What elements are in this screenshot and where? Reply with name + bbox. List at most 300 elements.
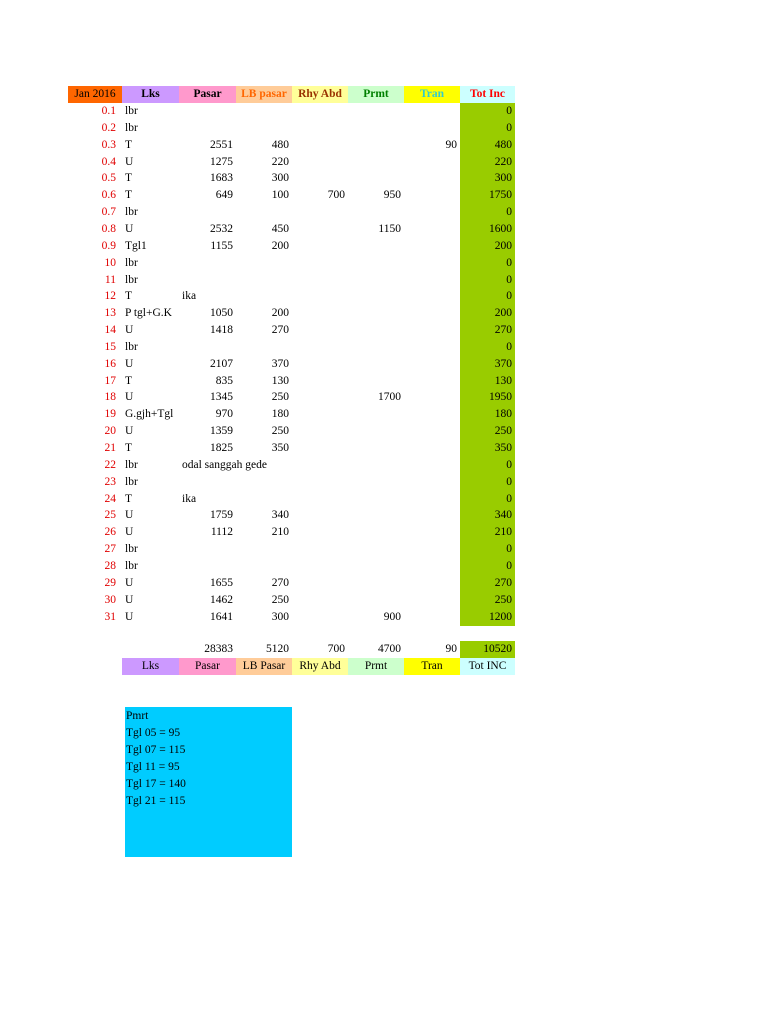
- lb-pasar-cell[interactable]: 210: [271, 526, 289, 539]
- tot-inc-cell[interactable]: 340: [460, 507, 515, 524]
- tot-inc-cell[interactable]: 0: [460, 558, 515, 575]
- tran-cell[interactable]: [404, 373, 460, 390]
- prmt-cell[interactable]: [348, 103, 404, 120]
- pasar-cell[interactable]: 1275: [210, 155, 233, 168]
- table-row: [68, 238, 515, 255]
- date-cell[interactable]: 22: [104, 458, 116, 471]
- tot-inc-cell[interactable]: 0: [460, 288, 515, 305]
- prmt-cell[interactable]: [348, 575, 404, 592]
- prmt-cell[interactable]: [348, 154, 404, 171]
- pasar-cell[interactable]: [179, 255, 236, 272]
- lks-cell[interactable]: T: [125, 374, 133, 387]
- lks-cell[interactable]: lbr: [125, 340, 138, 353]
- tran-cell[interactable]: [404, 154, 460, 171]
- rhy-abd-cell[interactable]: [292, 255, 348, 272]
- lks-cell[interactable]: lbr: [125, 273, 138, 286]
- lb-pasar-cell[interactable]: 100: [271, 189, 289, 202]
- pasar-cell[interactable]: [179, 541, 236, 558]
- lks-cell[interactable]: lbr: [125, 121, 138, 134]
- tran-cell[interactable]: [404, 288, 460, 305]
- lks-cell[interactable]: U: [125, 357, 134, 370]
- tot-inc-cell[interactable]: 1200: [460, 609, 515, 626]
- pasar-cell[interactable]: 1759: [210, 509, 233, 522]
- table-row: [68, 204, 515, 221]
- rhy-abd-cell[interactable]: [292, 389, 348, 406]
- lb-pasar-cell[interactable]: 340: [271, 509, 289, 522]
- lb-pasar-cell[interactable]: [236, 474, 292, 491]
- lks-cell[interactable]: T: [125, 189, 133, 202]
- table-row: [68, 491, 515, 508]
- date-cell[interactable]: 0.2: [101, 121, 116, 134]
- lb-pasar-cell[interactable]: 200: [271, 307, 289, 320]
- date-cell[interactable]: 14: [104, 324, 116, 337]
- lks-cell[interactable]: T: [125, 172, 133, 185]
- rhy-abd-cell[interactable]: 700: [327, 189, 345, 202]
- rhy-abd-cell[interactable]: [292, 238, 348, 255]
- rhy-abd-cell[interactable]: [292, 575, 348, 592]
- prmt-cell[interactable]: 950: [383, 189, 401, 202]
- pasar-cell[interactable]: 2551: [210, 138, 233, 151]
- tran-cell[interactable]: [404, 322, 460, 339]
- header-lks[interactable]: Lks: [122, 86, 179, 103]
- lb-pasar-cell[interactable]: 300: [271, 172, 289, 185]
- date-cell[interactable]: 0.8: [101, 222, 116, 235]
- pasar-cell[interactable]: 1155: [210, 239, 233, 252]
- tot-inc-cell[interactable]: 200: [460, 238, 515, 255]
- rhy-abd-cell[interactable]: [292, 322, 348, 339]
- tot-inc-cell[interactable]: 250: [460, 592, 515, 609]
- header-lb-pasar[interactable]: LB pasar: [236, 86, 292, 103]
- pasar-cell[interactable]: 1359: [210, 425, 233, 438]
- header-pasar[interactable]: Pasar: [179, 86, 236, 103]
- pasar-cell[interactable]: 970: [215, 408, 233, 421]
- prmt-cell[interactable]: [348, 423, 404, 440]
- lb-pasar-cell[interactable]: 220: [271, 155, 289, 168]
- prmt-cell[interactable]: 1700: [378, 391, 401, 404]
- tran-cell[interactable]: [404, 609, 460, 626]
- rhy-abd-cell[interactable]: [292, 373, 348, 390]
- tran-cell[interactable]: [404, 457, 460, 474]
- date-cell[interactable]: 26: [104, 526, 116, 539]
- prmt-cell[interactable]: [348, 356, 404, 373]
- tot-inc-cell[interactable]: 250: [460, 423, 515, 440]
- tran-cell[interactable]: 90: [445, 138, 457, 151]
- lb-pasar-cell[interactable]: [236, 491, 292, 508]
- date-cell[interactable]: 28: [104, 559, 116, 572]
- table-row: [68, 423, 515, 440]
- date-cell[interactable]: 10: [104, 256, 116, 269]
- pasar-cell[interactable]: 1641: [210, 610, 233, 623]
- lb-pasar-cell[interactable]: 350: [271, 442, 289, 454]
- footer-tran[interactable]: Tran: [404, 658, 460, 675]
- tot-inc-cell[interactable]: 350: [460, 440, 515, 457]
- lb-pasar-cell[interactable]: [236, 558, 292, 575]
- lb-pasar-cell[interactable]: 370: [271, 357, 289, 370]
- date-cell[interactable]: 13: [104, 307, 116, 320]
- rhy-abd-cell[interactable]: [292, 507, 348, 524]
- total-prmt[interactable]: 4700: [378, 643, 401, 655]
- footer-lks[interactable]: Lks: [122, 658, 179, 675]
- lks-cell[interactable]: U: [125, 526, 134, 539]
- lks-cell[interactable]: lbr: [125, 559, 138, 572]
- footer-lb-pasar[interactable]: LB Pasar: [236, 658, 292, 675]
- pasar-cell[interactable]: [179, 558, 236, 575]
- date-cell[interactable]: 19: [104, 408, 116, 421]
- prmt-cell[interactable]: [348, 204, 404, 221]
- tran-cell[interactable]: [404, 474, 460, 491]
- pasar-cell[interactable]: 2107: [210, 357, 233, 370]
- tran-cell[interactable]: [404, 187, 460, 204]
- lks-cell[interactable]: U: [125, 222, 134, 235]
- prmt-cell[interactable]: [348, 288, 404, 305]
- date-cell[interactable]: 0.1: [101, 105, 116, 117]
- footer-pasar[interactable]: Pasar: [179, 658, 236, 675]
- lks-cell[interactable]: Tgl1: [125, 239, 147, 252]
- tran-cell[interactable]: [404, 272, 460, 289]
- table-row: [68, 406, 515, 423]
- total-tot-inc[interactable]: 10520: [460, 641, 515, 658]
- tran-cell[interactable]: [404, 238, 460, 255]
- lks-cell[interactable]: U: [125, 593, 134, 606]
- tran-cell[interactable]: [404, 507, 460, 524]
- tot-inc-cell[interactable]: 480: [460, 137, 515, 154]
- pasar-cell[interactable]: 1050: [210, 307, 233, 320]
- lb-pasar-cell[interactable]: 250: [271, 391, 289, 404]
- pasar-cell[interactable]: 1112: [210, 526, 233, 539]
- rhy-abd-cell[interactable]: [292, 474, 348, 491]
- prmt-cell[interactable]: 1150: [378, 222, 401, 235]
- date-cell[interactable]: 21: [104, 442, 116, 454]
- rhy-abd-cell[interactable]: [292, 524, 348, 541]
- prmt-cell[interactable]: [348, 474, 404, 491]
- tran-cell[interactable]: [404, 558, 460, 575]
- totals-row: [68, 641, 515, 658]
- pasar-cell[interactable]: [179, 474, 236, 491]
- tot-inc-cell[interactable]: 0: [460, 339, 515, 356]
- date-cell[interactable]: 0.5: [101, 172, 116, 185]
- pasar-cell[interactable]: [179, 339, 236, 356]
- date-cell[interactable]: 30: [104, 593, 116, 606]
- tot-inc-cell[interactable]: 0: [460, 255, 515, 272]
- tran-cell[interactable]: [404, 103, 460, 120]
- prmt-cell[interactable]: [348, 170, 404, 187]
- rhy-abd-cell[interactable]: [292, 406, 348, 423]
- lks-cell[interactable]: T: [125, 138, 133, 151]
- table-row: [68, 507, 515, 524]
- lb-pasar-cell[interactable]: [236, 103, 292, 120]
- lb-pasar-cell[interactable]: [236, 204, 292, 221]
- note-line: Tgl 05 = 95: [126, 727, 181, 739]
- date-cell[interactable]: 0.7: [101, 206, 116, 219]
- header-tran[interactable]: Tran: [404, 86, 460, 103]
- rhy-abd-cell[interactable]: [292, 170, 348, 187]
- prmt-cell[interactable]: [348, 541, 404, 558]
- prmt-cell[interactable]: [348, 558, 404, 575]
- tran-cell[interactable]: [404, 423, 460, 440]
- pasar-cell[interactable]: 1418: [210, 324, 233, 337]
- pasar-cell[interactable]: 1345: [210, 391, 233, 404]
- rhy-abd-cell[interactable]: [292, 137, 348, 154]
- date-cell[interactable]: 25: [104, 509, 116, 522]
- table-row: [68, 322, 515, 339]
- table-row: [68, 541, 515, 558]
- lks-cell[interactable]: U: [125, 324, 134, 337]
- prmt-cell[interactable]: 900: [383, 610, 401, 623]
- tot-inc-cell[interactable]: 0: [460, 457, 515, 474]
- date-cell[interactable]: 0.4: [101, 155, 116, 168]
- total-lb-pasar[interactable]: 5120: [266, 643, 289, 655]
- lks-cell[interactable]: T: [125, 492, 133, 505]
- header-rhy-abd[interactable]: Rhy Abd: [292, 86, 348, 103]
- table-row: [68, 154, 515, 171]
- tot-inc-cell[interactable]: 1750: [460, 187, 515, 204]
- date-cell[interactable]: 11: [104, 273, 116, 286]
- lb-pasar-cell[interactable]: 450: [271, 222, 289, 235]
- tran-cell[interactable]: [404, 170, 460, 187]
- total-tran[interactable]: 90: [445, 643, 457, 655]
- date-cell[interactable]: 31: [104, 610, 116, 623]
- lks-cell[interactable]: lbr: [125, 206, 138, 219]
- date-cell[interactable]: 20: [104, 425, 116, 438]
- rhy-abd-cell[interactable]: [292, 288, 348, 305]
- lks-cell[interactable]: lbr: [125, 105, 138, 117]
- header-prmt[interactable]: Prmt: [348, 86, 404, 103]
- lks-cell[interactable]: lbr: [125, 458, 138, 471]
- rhy-abd-cell[interactable]: [292, 423, 348, 440]
- lks-cell[interactable]: U: [125, 509, 134, 522]
- table-row: [68, 457, 515, 474]
- tot-inc-cell[interactable]: 270: [460, 575, 515, 592]
- pasar-cell[interactable]: 1462: [210, 593, 233, 606]
- tot-inc-cell[interactable]: 1600: [460, 221, 515, 238]
- footer-tot-inc[interactable]: Tot INC: [460, 658, 515, 675]
- rhy-abd-cell[interactable]: [292, 541, 348, 558]
- lks-cell[interactable]: G.gjh+Tgl: [125, 408, 174, 421]
- tot-inc-cell[interactable]: 370: [460, 356, 515, 373]
- lks-cell[interactable]: U: [125, 576, 134, 589]
- date-cell[interactable]: 0.6: [101, 189, 116, 202]
- lks-cell[interactable]: P tgl+G.K: [125, 307, 172, 320]
- lks-cell[interactable]: T: [125, 442, 133, 454]
- tot-inc-cell[interactable]: 220: [460, 154, 515, 171]
- table-row: [68, 288, 515, 305]
- tot-inc-cell[interactable]: 130: [460, 373, 515, 390]
- pasar-cell[interactable]: 2532: [210, 222, 233, 235]
- prmt-cell[interactable]: [348, 457, 404, 474]
- rhy-abd-cell[interactable]: [292, 204, 348, 221]
- table-row: [68, 221, 515, 238]
- date-cell[interactable]: 0.9: [101, 239, 116, 252]
- prmt-cell[interactable]: [348, 305, 404, 322]
- tran-cell[interactable]: [404, 524, 460, 541]
- lb-pasar-cell[interactable]: 270: [271, 576, 289, 589]
- lb-pasar-cell[interactable]: 480: [271, 138, 289, 151]
- table-row: [68, 255, 515, 272]
- tot-inc-cell[interactable]: 0: [460, 541, 515, 558]
- note-box[interactable]: [125, 707, 292, 857]
- rhy-abd-cell[interactable]: [292, 339, 348, 356]
- tran-cell[interactable]: [404, 389, 460, 406]
- tot-inc-cell[interactable]: 200: [460, 305, 515, 322]
- rhy-abd-cell[interactable]: [292, 154, 348, 171]
- rhy-abd-cell[interactable]: [292, 221, 348, 238]
- lb-pasar-cell[interactable]: 130: [271, 374, 289, 387]
- date-cell[interactable]: 15: [104, 340, 116, 353]
- tran-cell[interactable]: [404, 204, 460, 221]
- lks-cell[interactable]: U: [125, 391, 134, 404]
- table-row: [68, 272, 515, 289]
- prmt-cell[interactable]: [348, 406, 404, 423]
- tot-inc-cell[interactable]: 300: [460, 170, 515, 187]
- prmt-cell[interactable]: [348, 339, 404, 356]
- tot-inc-cell[interactable]: 270: [460, 322, 515, 339]
- tran-cell[interactable]: [404, 305, 460, 322]
- row-note: ika: [182, 492, 197, 505]
- tot-inc-cell[interactable]: 0: [460, 272, 515, 289]
- pasar-cell[interactable]: 1683: [210, 172, 233, 185]
- lks-cell[interactable]: U: [125, 425, 134, 438]
- lks-cell[interactable]: U: [125, 610, 134, 623]
- pasar-cell[interactable]: 1655: [210, 576, 233, 589]
- prmt-cell[interactable]: [348, 120, 404, 137]
- lks-cell[interactable]: lbr: [125, 475, 138, 488]
- lb-pasar-cell[interactable]: 200: [271, 239, 289, 252]
- lks-cell[interactable]: T: [125, 290, 133, 303]
- note-title: Pmrt: [126, 710, 149, 722]
- header-month[interactable]: Jan 2016: [68, 86, 122, 103]
- table-row: [68, 373, 515, 390]
- prmt-cell[interactable]: [348, 238, 404, 255]
- rhy-abd-cell[interactable]: [292, 103, 348, 120]
- table-row: [68, 170, 515, 187]
- lb-pasar-cell[interactable]: 180: [271, 408, 289, 421]
- table-row: [68, 575, 515, 592]
- tot-inc-cell[interactable]: 210: [460, 524, 515, 541]
- lb-pasar-cell[interactable]: [236, 255, 292, 272]
- date-cell[interactable]: 29: [104, 576, 116, 589]
- table-row: [68, 120, 515, 137]
- pasar-cell[interactable]: 1825: [210, 442, 233, 454]
- lb-pasar-cell[interactable]: 300: [271, 610, 289, 623]
- lb-pasar-cell[interactable]: [236, 120, 292, 137]
- tran-cell[interactable]: [404, 575, 460, 592]
- table-row: [68, 558, 515, 575]
- tran-cell[interactable]: [404, 356, 460, 373]
- prmt-cell[interactable]: [348, 592, 404, 609]
- tot-inc-cell[interactable]: 0: [460, 120, 515, 137]
- tot-inc-cell[interactable]: 1950: [460, 389, 515, 406]
- pasar-cell[interactable]: 649: [215, 189, 233, 202]
- tran-cell[interactable]: [404, 541, 460, 558]
- lks-cell[interactable]: lbr: [125, 256, 138, 269]
- lb-pasar-cell[interactable]: [236, 339, 292, 356]
- note-line: Tgl 17 = 140: [126, 778, 186, 790]
- prmt-cell[interactable]: [348, 272, 404, 289]
- lb-pasar-cell[interactable]: 270: [271, 324, 289, 337]
- tot-inc-cell[interactable]: 0: [460, 204, 515, 221]
- date-cell[interactable]: 17: [104, 374, 116, 387]
- header-tot-inc[interactable]: Tot Inc: [460, 86, 515, 103]
- row-note: odal sanggah gede: [182, 458, 267, 471]
- lb-pasar-cell[interactable]: 250: [271, 593, 289, 606]
- rhy-abd-cell[interactable]: [292, 491, 348, 508]
- tran-cell[interactable]: [404, 255, 460, 272]
- pasar-cell[interactable]: [179, 120, 236, 137]
- prmt-cell[interactable]: [348, 255, 404, 272]
- total-pasar[interactable]: 28383: [204, 643, 233, 655]
- footer-prmt[interactable]: Prmt: [348, 658, 404, 675]
- tot-inc-cell[interactable]: 0: [460, 491, 515, 508]
- rhy-abd-cell[interactable]: [292, 272, 348, 289]
- pasar-cell[interactable]: [179, 204, 236, 221]
- tran-cell[interactable]: [404, 491, 460, 508]
- rhy-abd-cell[interactable]: [292, 120, 348, 137]
- tran-cell[interactable]: [404, 440, 460, 457]
- rhy-abd-cell[interactable]: [292, 457, 348, 474]
- pasar-cell[interactable]: 835: [215, 374, 233, 387]
- rhy-abd-cell[interactable]: [292, 356, 348, 373]
- date-cell[interactable]: 27: [104, 543, 116, 556]
- total-rhy-abd[interactable]: 700: [327, 643, 345, 655]
- table-row: [68, 305, 515, 322]
- date-cell[interactable]: 24: [104, 492, 116, 505]
- lks-cell[interactable]: lbr: [125, 543, 138, 556]
- table-row: [68, 137, 515, 154]
- rhy-abd-cell[interactable]: [292, 609, 348, 626]
- lb-pasar-cell[interactable]: [236, 272, 292, 289]
- tran-cell[interactable]: [404, 406, 460, 423]
- table-row: [68, 103, 515, 120]
- table-row: [68, 474, 515, 491]
- date-cell[interactable]: 12: [104, 290, 116, 303]
- tran-cell[interactable]: [404, 339, 460, 356]
- prmt-cell[interactable]: [348, 524, 404, 541]
- note-line: Tgl 21 = 115: [126, 795, 186, 807]
- prmt-cell[interactable]: [348, 373, 404, 390]
- table-row: [68, 339, 515, 356]
- date-cell[interactable]: 16: [104, 357, 116, 370]
- table-row: [68, 609, 515, 626]
- tot-inc-cell[interactable]: 0: [460, 103, 515, 120]
- lb-pasar-cell[interactable]: 250: [271, 425, 289, 438]
- prmt-cell[interactable]: [348, 507, 404, 524]
- prmt-cell[interactable]: [348, 491, 404, 508]
- pasar-cell[interactable]: [179, 272, 236, 289]
- footer-rhy-abd[interactable]: Rhy Abd: [292, 658, 348, 675]
- lb-pasar-cell[interactable]: [236, 541, 292, 558]
- lb-pasar-cell[interactable]: [236, 288, 292, 305]
- date-cell[interactable]: 23: [104, 475, 116, 488]
- pasar-cell[interactable]: [179, 103, 236, 120]
- date-cell[interactable]: 18: [104, 391, 116, 404]
- table-row: [68, 524, 515, 541]
- rhy-abd-cell[interactable]: [292, 305, 348, 322]
- tran-cell[interactable]: [404, 592, 460, 609]
- rhy-abd-cell[interactable]: [292, 558, 348, 575]
- tot-inc-cell[interactable]: 0: [460, 474, 515, 491]
- prmt-cell[interactable]: [348, 137, 404, 154]
- prmt-cell[interactable]: [348, 440, 404, 457]
- tran-cell[interactable]: [404, 120, 460, 137]
- tran-cell[interactable]: [404, 221, 460, 238]
- rhy-abd-cell[interactable]: [292, 592, 348, 609]
- lks-cell[interactable]: U: [125, 155, 134, 168]
- table-row: [68, 389, 515, 406]
- rhy-abd-cell[interactable]: [292, 440, 348, 457]
- prmt-cell[interactable]: [348, 322, 404, 339]
- date-cell[interactable]: 0.3: [101, 138, 116, 151]
- tot-inc-cell[interactable]: 180: [460, 406, 515, 423]
